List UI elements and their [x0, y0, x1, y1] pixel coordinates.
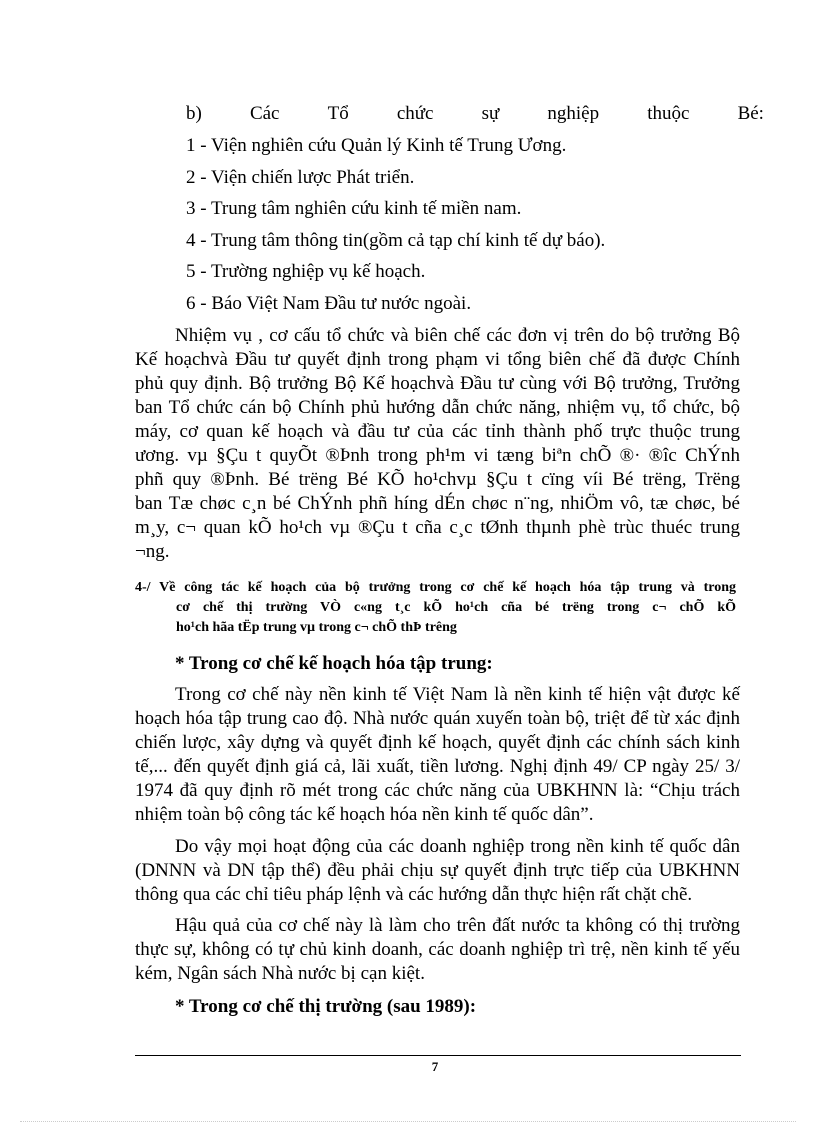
heading-market-economy: * Trong cơ chế thị trường (sau 1989): — [175, 996, 477, 1017]
paragraph-line: thực sự, không có tự chủ kinh doanh, các doanh nghiệp trì trệ, nền kinh tế yếu — [135, 939, 740, 960]
footer-rule — [135, 1055, 741, 1056]
page-bottom-border — [20, 1121, 796, 1122]
paragraph-line: máy, cơ quan kế hoạch và đầu tư của các tỉnh thành phố trực thuộc trung — [135, 421, 740, 442]
heading-b-word: thuộc — [647, 103, 690, 124]
paragraph-line: ban Tổ chức cán bộ Chính phủ hướng dẫn chức năng, nhiệm vụ, tổ chức, bộ — [135, 397, 740, 418]
heading-b-word: chức — [396, 103, 434, 124]
paragraph-line: kém, Ngân sách Nhà nước bị cạn kiệt. — [135, 963, 425, 984]
paragraph-line: m¸y, c¬ quan kÕ ho¹ch vµ ®Çu t cña c¸c tØnh thµnh phè trùc thuéc trung — [135, 517, 740, 538]
paragraph-line: Hậu quả của cơ chế này là làm cho trên đất nước ta không có thị trường — [175, 915, 740, 936]
paragraph-line: chiến lược, xây dựng và quyết định kế hoạch, quyết định các chính sách kinh — [135, 732, 740, 753]
heading-b-word: nghiệp — [547, 103, 600, 124]
heading-centralized-planning: * Trong cơ chế kế hoạch hóa tập trung: — [175, 653, 493, 674]
heading-b — [186, 102, 764, 126]
paragraph-line: Nhiệm vụ , cơ cấu tổ chức và biên chế các đơn vị trên do bộ trưởng Bộ — [175, 325, 740, 346]
paragraph-line: hoạch hóa tập trung cao độ. Nhà nước quán xuyến toàn bộ, triệt để từ xác định — [135, 708, 740, 729]
paragraph-line: ban Tæ chøc c¸n bé ChÝnh phñ híng dÉn chøc n¨ng, nhiÖm vô, tæ chøc, bé — [135, 493, 740, 514]
paragraph-line: Do vậy mọi hoạt động của các doanh nghiệp trong nền kinh tế quốc dân — [175, 836, 740, 857]
paragraph-line: ương. vµ §Çu t quyÕt ®Þnh trong ph¹m vi tæng biªn chÕ ®· ®îc ChÝnh — [135, 445, 740, 466]
paragraph-line: phủ quy định. Bộ trưởng Bộ Kế hoạchvà Đầu tư cùng với Bộ trưởng, Trưởng — [135, 373, 740, 394]
section-4-heading: 4-/ Về công tác kế hoạch của bộ trưởng trong cơ chế kế hoạch hóa tập trung và trong — [135, 580, 736, 595]
paragraph-line: Trong cơ chế này nền kinh tế Việt Nam là nền kinh tế hiện vật được kế — [175, 684, 740, 705]
paragraph-line: Kế hoạchvà Đầu tư quyết định trong phạm vi tổng biên chế đã được Chính — [135, 349, 740, 370]
heading-b-word: b) — [186, 103, 202, 124]
paragraph-line: (DNNN và DN tập thể) đều phải chịu sự quyết định trực tiếp của UBKHNN — [135, 860, 740, 881]
page-number: 7 — [431, 1059, 439, 1074]
list-item: 4 - Trung tâm thông tin(gồm cả tạp chí kinh tế dự báo). — [186, 230, 606, 251]
paragraph-line: nhiệm toàn bộ công tác kế hoạch hóa nền kinh tế quốc dân”. — [135, 804, 594, 825]
section-4-heading: cơ chế thị trường VÒ c«ng t¸c kÕ ho¹ch cña bé trëng trong c¬ chÕ kÕ — [176, 600, 736, 615]
list-item: 3 - Trung tâm nghiên cứu kinh tế miền nam. — [186, 198, 522, 219]
heading-b-word: sự — [481, 103, 500, 124]
paragraph-line: thông qua các chỉ tiêu pháp lệnh và các hướng dẫn thực hiện rất chặt chẽ. — [135, 884, 693, 905]
heading-b-word: Tổ — [327, 103, 349, 124]
list-item: 1 - Viện nghiên cứu Quản lý Kinh tế Trung Ương. — [186, 135, 567, 156]
paragraph-line: tế,... đến quyết định giá cả, lãi xuất, tiền lương. Nghị định 49/ CP ngày 25/ 3/ — [135, 756, 740, 777]
paragraph-line: phñ quy ®Þnh. Bé trëng Bé KÕ ho¹chvµ §Çu t cïng víi Bé trëng, Trëng — [135, 469, 740, 490]
paragraph-line: 1974 đã quy định rõ mét trong các chức năng của UBKHNN là: “Chịu trách — [135, 780, 740, 801]
list-item: 6 - Báo Việt Nam Đầu tư nước ngoài. — [186, 293, 472, 314]
section-4-heading: ho¹ch hãa tËp trung vµ trong c¬ chÕ thÞ trêng — [176, 620, 457, 635]
paragraph-line: ¬ng. — [135, 541, 170, 562]
list-item: 2 - Viện chiến lược Phát triển. — [186, 167, 415, 188]
heading-b-word: Các — [249, 103, 280, 124]
list-item: 5 - Trường nghiệp vụ kế hoạch. — [186, 261, 426, 282]
heading-b-word: Bé: — [737, 103, 764, 124]
